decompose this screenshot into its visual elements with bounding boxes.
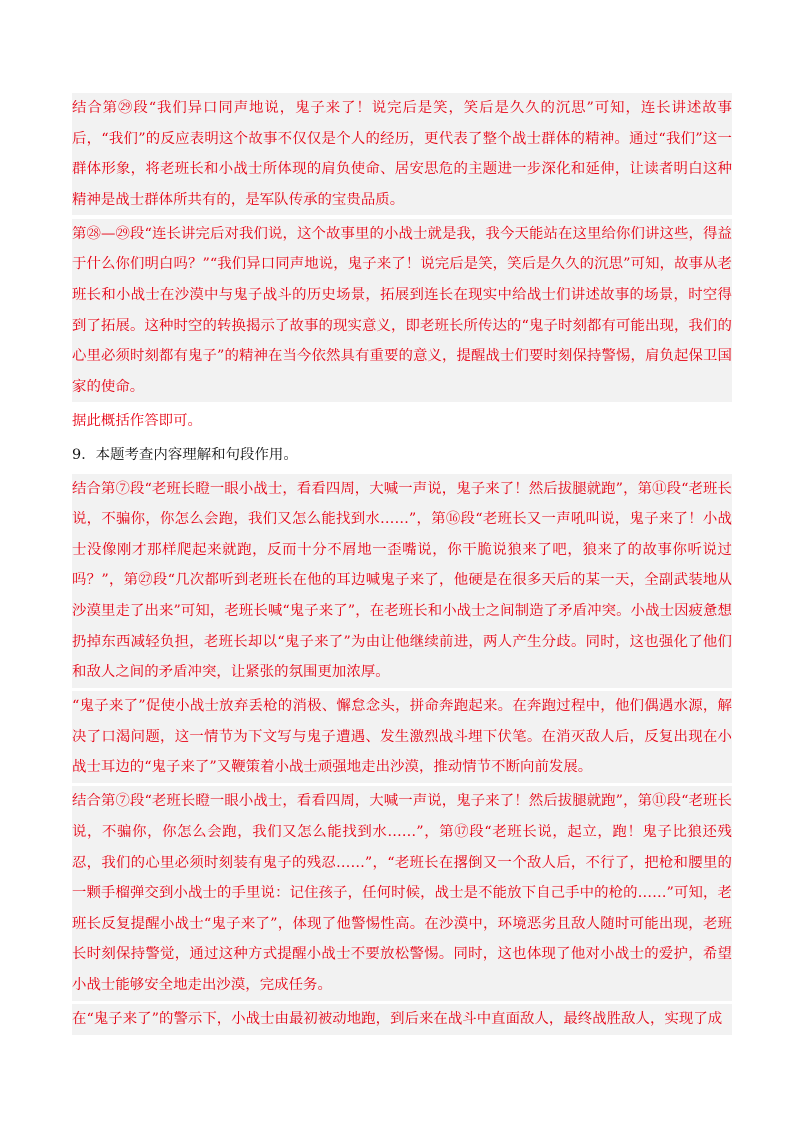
paragraph-analysis-28-29: 第㉘—㉙段“连长讲完后对我们说，这个故事里的小战士就是我，我今天能站在这里给你们讲这些，得益于什么你们明白吗？”“我们异口同声地说，鬼子来了！说完后是笑，笑后是久久的沉思”可知，故事从老班长和小战士在沙漠中与鬼子战斗的历史场景，拓展到连长在现实中给战士们讲述故事的场景，时空得到了拓展。这种时空的转换揭示了故事的现实意义，即老班长所传达的“鬼子时刻都有可能出现，我们的心里必须时刻都有鬼子”的精神在当今依然具有重要的意义，提醒战士们要时刻保持警惕，肩负起保卫国家的使命。 (72, 219, 732, 403)
paragraph-conflict-analysis: 结合第⑦段“老班长瞪一眼小战士，看看四周，大喊一声说，鬼子来了！然后拔腿就跑”，第⑪段“老班长说，不骗你，你怎么会跑，我们又怎么能找到水……”，第⑯段“老班长又一声吼叫说，鬼子来了！小战士没像刚才那样爬起来就跑，反而十分不屑地一歪嘴说，你干脆说狼来了吧，狼来了的故事你听说过吗？”，第㉗段“几次都听到老班长在他的耳边喊鬼子来了，他硬是在很多天后的某一天，全副武装地从沙漠里走了出来”可知，老班长喊“鬼子来了”，在老班长和小战士之间制造了矛盾冲突。小战士因疲惫想扔掉东西减轻负担，老班长却以“鬼子来了”为由让他继续前进，两人产生分歧。同时，这也强化了他们和敌人之间的矛盾冲突，让紧张的氛围更加浓厚。 (72, 474, 732, 688)
paragraph-summary-note: 据此概括作答即可。 (72, 406, 732, 437)
question-9-heading: 9．本题考查内容理解和句段作用。 (72, 440, 732, 471)
paragraph-analysis-29: 结合第㉙段“我们异口同声地说，鬼子来了！说完后是笑，笑后是久久的沉思”可知，连长讲述故事后，“我们”的反应表明这个故事不仅仅是个人的经历，更代表了整个战士群体的精神。通过“我们”这一群体形象，将老班长和小战士所体现的肩负使命、居安思危的主题进一步深化和延伸，让读者明白这种精神是战士群体所共有的，是军队传承的宝贵品质。 (72, 93, 732, 215)
answer-content (72, 93, 732, 1038)
paragraph-plot-analysis: “鬼子来了”促使小战士放弃丢枪的消极、懈怠念头，拼命奔跑起来。在奔跑过程中，他们偶遇水源，解决了口渴问题，这一情节为下文写与鬼子遭遇、发生激烈战斗埋下伏笔。在消灭敌人后，反复出现在小战士耳边的“鬼子来了”又鞭策着小战士顽强地走出沙漠，推动情节不断向前发展。 (72, 691, 732, 783)
paragraph-growth-analysis: 在“鬼子来了”的警示下，小战士由最初被动地跑，到后来在战斗中直面敌人，最终战胜敌人，实现了成 (72, 1004, 732, 1035)
paragraph-character-analysis: 结合第⑦段“老班长瞪一眼小战士，看看四周，大喊一声说，鬼子来了！然后拔腿就跑”，第⑪段“老班长说，不骗你，你怎么会跑，我们又怎么能找到水……”，第⑰段“老班长说，起立，跑！鬼子比狼还残忍，我们的心里必须时刻装有鬼子的残忍……”，“老班长在撂倒又一个敌人后，不行了，把枪和腰里的一颗手榴弹交到小战士的手里说：记住孩子，任何时候，战士是不能放下自己手中的枪的……”可知，老班长反复提醒小战士“鬼子来了”，体现了他警惕性高。在沙漠中，环境恶劣且敌人随时可能出现，老班长时刻保持警觉，通过这种方式提醒小战士不要放松警惕。同时，这也体现了他对小战士的爱护，希望小战士能够安全地走出沙漠，完成任务。 (72, 786, 732, 1000)
